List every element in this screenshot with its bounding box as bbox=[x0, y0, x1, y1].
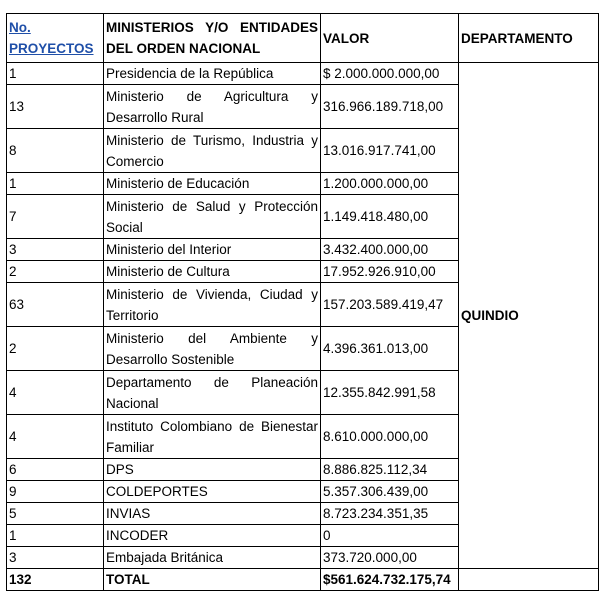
value-cell: 316.966.189.718,00 bbox=[321, 85, 459, 129]
value-cell: 17.952.926.910,00 bbox=[321, 261, 459, 283]
total-label-cell: TOTAL bbox=[104, 569, 321, 591]
value-cell: 0 bbox=[321, 525, 459, 547]
value-cell: 13.016.917.741,00 bbox=[321, 129, 459, 173]
entity-cell: DPS bbox=[104, 459, 321, 481]
header-entities: MINISTERIOS Y/O ENTIDADES DEL ORDEN NACIONAL bbox=[104, 14, 321, 63]
value-cell: 1.149.418.480,00 bbox=[321, 195, 459, 239]
entity-cell: Ministerio de Salud y Protección Social bbox=[104, 195, 321, 239]
value-cell: 8.610.000.000,00 bbox=[321, 415, 459, 459]
total-value-cell: $561.624.732.175,74 bbox=[321, 569, 459, 591]
value-cell: 157.203.589.419,47 bbox=[321, 283, 459, 327]
entity-cell: Instituto Colombiano de Bienestar Familiar bbox=[104, 415, 321, 459]
entity-cell: Presidencia de la República bbox=[104, 63, 321, 85]
entity-cell: COLDEPORTES bbox=[104, 481, 321, 503]
entity-cell: Embajada Británica bbox=[104, 547, 321, 569]
project-count-cell: 13 bbox=[7, 85, 104, 129]
entity-cell: Ministerio del Interior bbox=[104, 239, 321, 261]
project-count-cell: 5 bbox=[7, 503, 104, 525]
value-cell: $ 2.000.000.000,00 bbox=[321, 63, 459, 85]
project-count-cell: 8 bbox=[7, 129, 104, 173]
entity-cell: Ministerio del Ambiente y Desarrollo Sostenible bbox=[104, 327, 321, 371]
project-count-cell: 7 bbox=[7, 195, 104, 239]
project-count-cell: 1 bbox=[7, 525, 104, 547]
header-num-projects[interactable] bbox=[7, 14, 104, 63]
entity-cell: Ministerio de Educación bbox=[104, 173, 321, 195]
entity-cell: INVIAS bbox=[104, 503, 321, 525]
value-cell: 1.200.000.000,00 bbox=[321, 173, 459, 195]
project-count-cell: 4 bbox=[7, 371, 104, 415]
total-count-cell: 132 bbox=[7, 569, 104, 591]
header-value: VALOR bbox=[321, 14, 459, 63]
total-row bbox=[7, 569, 599, 591]
table-row bbox=[7, 63, 599, 85]
entity-cell: Ministerio de Turismo, Industria y Comercio bbox=[104, 129, 321, 173]
value-cell: 8.723.234.351,35 bbox=[321, 503, 459, 525]
projects-table bbox=[6, 13, 599, 591]
project-count-cell: 6 bbox=[7, 459, 104, 481]
total-department-cell bbox=[459, 569, 599, 591]
project-count-cell: 9 bbox=[7, 481, 104, 503]
project-count-cell: 2 bbox=[7, 327, 104, 371]
project-count-cell: 4 bbox=[7, 415, 104, 459]
entity-cell: Ministerio de Vivienda, Ciudad y Territorio bbox=[104, 283, 321, 327]
value-cell: 4.396.361.013,00 bbox=[321, 327, 459, 371]
value-cell: 3.432.400.000,00 bbox=[321, 239, 459, 261]
project-count-cell: 1 bbox=[7, 63, 104, 85]
project-count-cell: 2 bbox=[7, 261, 104, 283]
project-count-cell: 1 bbox=[7, 173, 104, 195]
entity-cell: Ministerio de Agricultura y Desarrollo Rural bbox=[104, 85, 321, 129]
project-count-cell: 3 bbox=[7, 547, 104, 569]
value-cell: 8.886.825.112,34 bbox=[321, 459, 459, 481]
value-cell: 12.355.842.991,58 bbox=[321, 371, 459, 415]
header-num-link-line1[interactable]: No. bbox=[9, 20, 31, 35]
department-cell: QUINDIO bbox=[459, 63, 599, 569]
entity-cell: Ministerio de Cultura bbox=[104, 261, 321, 283]
project-count-cell: 3 bbox=[7, 239, 104, 261]
entity-cell: Departamento de Planeación Nacional bbox=[104, 371, 321, 415]
entity-cell: INCODER bbox=[104, 525, 321, 547]
header-num-link-line2[interactable]: PROYECTOS bbox=[9, 41, 94, 56]
value-cell: 373.720.000,00 bbox=[321, 547, 459, 569]
header-row bbox=[7, 14, 599, 63]
project-count-cell: 63 bbox=[7, 283, 104, 327]
header-department: DEPARTAMENTO bbox=[459, 14, 599, 63]
value-cell: 5.357.306.439,00 bbox=[321, 481, 459, 503]
